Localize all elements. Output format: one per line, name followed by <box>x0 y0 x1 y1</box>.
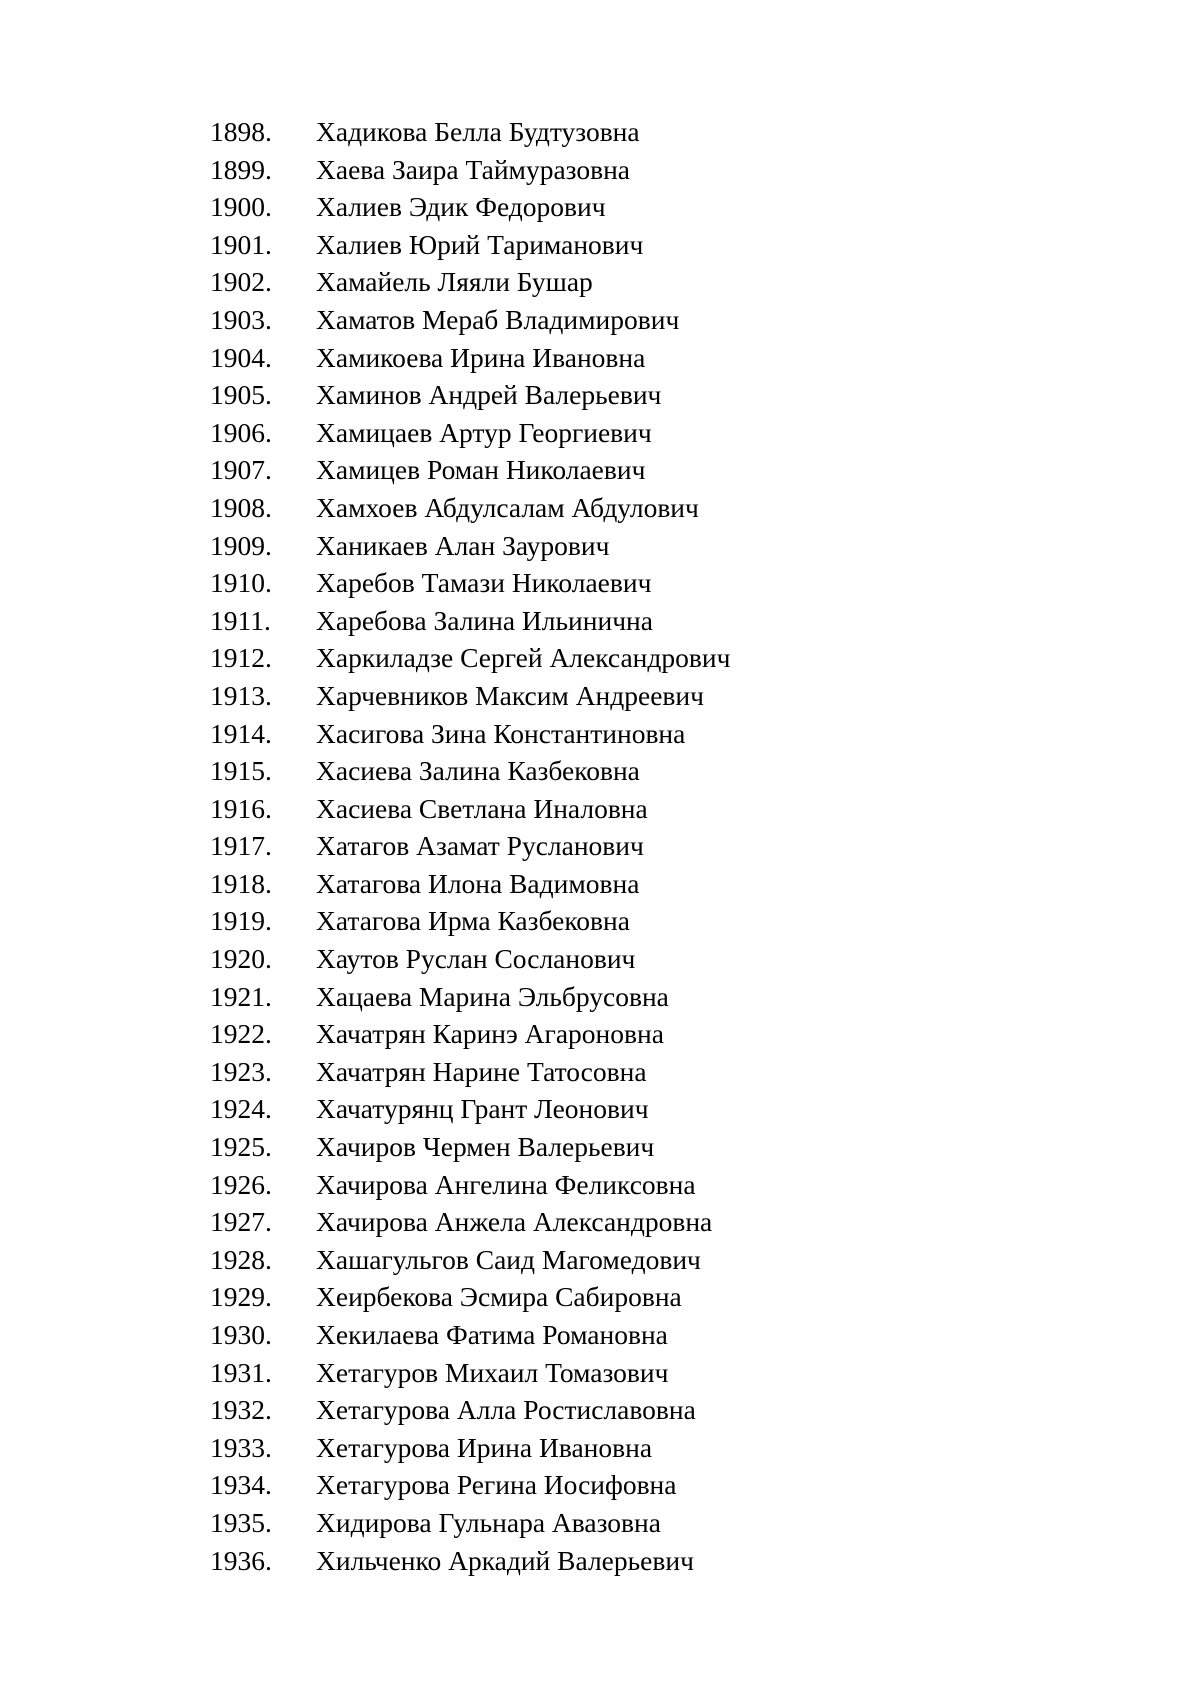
entry-number: 1914. <box>210 717 272 749</box>
list-item <box>0 1391 1200 1429</box>
list-item <box>0 151 1200 189</box>
entry-number: 1912. <box>210 642 272 674</box>
entry-name: Хатагов Азамат Русланович <box>316 830 644 862</box>
entry-name: Хидирова Гульнара Авазовна <box>316 1506 661 1538</box>
entry-name: Хаева Заира Таймуразовна <box>316 153 631 185</box>
numbered-name-list <box>0 113 1200 1579</box>
entry-number: 1924. <box>210 1093 272 1125</box>
list-item <box>0 902 1200 940</box>
entry-name: Ханикаев Алан Заурович <box>316 529 610 561</box>
entry-number: 1915. <box>210 755 272 787</box>
entry-name: Хильченко Аркадий Валерьевич <box>316 1544 694 1576</box>
entry-name: Хетагурова Алла Ростиславовна <box>316 1394 696 1426</box>
entry-number: 1910. <box>210 567 272 599</box>
list-item <box>0 790 1200 828</box>
entry-number: 1898. <box>210 116 272 147</box>
entry-number: 1918. <box>210 867 272 899</box>
list-item <box>0 940 1200 978</box>
list-item <box>0 1316 1200 1354</box>
list-item <box>0 1542 1200 1580</box>
entry-number: 1919. <box>210 905 272 937</box>
entry-name: Хацаева Марина Эльбрусовна <box>316 980 669 1012</box>
entry-number: 1925. <box>210 1131 272 1163</box>
entry-number: 1908. <box>210 491 272 523</box>
entry-name: Хасиева Залина Казбековна <box>316 755 640 787</box>
entry-number: 1928. <box>210 1243 272 1275</box>
entry-name: Халиев Юрий Тариманович <box>316 228 644 260</box>
entry-name: Халиев Эдик Федорович <box>316 191 606 223</box>
list-item <box>0 1203 1200 1241</box>
entry-name: Хачиров Чермен Валерьевич <box>316 1131 655 1163</box>
entry-name: Хачатрян Нарине Татосовна <box>316 1055 647 1087</box>
entry-name: Хамицаев Артур Георгиевич <box>316 416 652 448</box>
list-item <box>0 1466 1200 1504</box>
list-item <box>0 1504 1200 1542</box>
entry-number: 1921. <box>210 980 272 1012</box>
entry-number: 1931. <box>210 1356 272 1388</box>
entry-number: 1933. <box>210 1431 272 1463</box>
entry-name: Хетагуров Михаил Томазович <box>316 1356 669 1388</box>
entry-number: 1911. <box>210 604 271 636</box>
entry-number: 1907. <box>210 454 272 486</box>
entry-number: 1903. <box>210 303 272 335</box>
list-item <box>0 113 1200 151</box>
list-item <box>0 527 1200 565</box>
entry-name: Хатагова Илона Вадимовна <box>316 867 640 899</box>
entry-number: 1923. <box>210 1055 272 1087</box>
entry-number: 1934. <box>210 1469 272 1501</box>
entry-name: Харебов Тамази Николаевич <box>316 567 652 599</box>
entry-name: Хадикова Белла Будтузовна <box>316 116 640 147</box>
entry-name: Хачатурянц Грант Леонович <box>316 1093 649 1125</box>
list-item <box>0 602 1200 640</box>
list-item <box>0 1166 1200 1204</box>
entry-name: Хаминов Андрей Валерьевич <box>316 379 662 411</box>
entry-name: Хамицев Роман Николаевич <box>316 454 646 486</box>
entry-number: 1901. <box>210 228 272 260</box>
entry-name: Хеирбекова Эсмира Сабировна <box>316 1281 682 1313</box>
list-item <box>0 301 1200 339</box>
entry-name: Хекилаева Фатима Романовна <box>316 1319 668 1350</box>
list-item <box>0 978 1200 1016</box>
list-item <box>0 1090 1200 1128</box>
entry-number: 1900. <box>210 191 272 223</box>
list-item <box>0 226 1200 264</box>
list-item <box>0 1429 1200 1467</box>
entry-number: 1906. <box>210 416 272 448</box>
list-item <box>0 263 1200 301</box>
entry-number: 1926. <box>210 1168 272 1200</box>
list-item <box>0 1241 1200 1279</box>
entry-name: Харкиладзе Сергей Александрович <box>316 642 731 674</box>
entry-name: Хачирова Анжела Александровна <box>316 1206 713 1238</box>
list-item <box>0 451 1200 489</box>
entry-name: Хамикоева Ирина Ивановна <box>316 341 646 373</box>
entry-name: Хетагурова Регина Иосифовна <box>316 1469 677 1501</box>
entry-name: Харебова Залина Ильинична <box>316 604 653 636</box>
list-item <box>0 715 1200 753</box>
entry-number: 1927. <box>210 1206 272 1238</box>
list-item <box>0 1015 1200 1053</box>
list-item <box>0 752 1200 790</box>
entry-number: 1902. <box>210 266 272 298</box>
entry-name: Хамайель Ляяли Бушар <box>316 266 593 298</box>
list-item <box>0 414 1200 452</box>
entry-number: 1929. <box>210 1281 272 1313</box>
list-item <box>0 339 1200 377</box>
entry-name: Хасигова Зина Константиновна <box>316 717 686 749</box>
list-item <box>0 1278 1200 1316</box>
entry-number: 1899. <box>210 153 272 185</box>
list-item <box>0 489 1200 527</box>
entry-name: Хамхоев Абдулсалам Абдулович <box>316 491 699 523</box>
list-item <box>0 376 1200 414</box>
entry-number: 1916. <box>210 792 272 824</box>
list-item <box>0 865 1200 903</box>
entry-name: Хатагова Ирма Казбековна <box>316 905 630 937</box>
list-item <box>0 564 1200 602</box>
entry-name: Хаутов Руслан Сосланович <box>316 943 636 975</box>
list-item <box>0 1053 1200 1091</box>
entry-number: 1904. <box>210 341 272 373</box>
entry-name: Хасиева Светлана Иналовна <box>316 792 648 824</box>
list-item <box>0 1128 1200 1166</box>
entry-name: Харчевников Максим Андреевич <box>316 679 704 711</box>
entry-number: 1905. <box>210 379 272 411</box>
list-item <box>0 188 1200 226</box>
entry-name: Хаматов Мераб Владимирович <box>316 303 680 335</box>
entry-number: 1935. <box>210 1506 272 1538</box>
entry-number: 1917. <box>210 830 272 862</box>
entry-number: 1920. <box>210 943 272 975</box>
entry-number: 1936. <box>210 1544 272 1576</box>
list-item <box>0 677 1200 715</box>
entry-number: 1909. <box>210 529 272 561</box>
entry-name: Хетагурова Ирина Ивановна <box>316 1431 653 1463</box>
list-item <box>0 639 1200 677</box>
list-item <box>0 1354 1200 1392</box>
entry-number: 1932. <box>210 1394 272 1426</box>
entry-name: Хачирова Ангелина Феликсовна <box>316 1168 696 1200</box>
entry-number: 1913. <box>210 679 272 711</box>
entry-number: 1930. <box>210 1319 272 1350</box>
entry-name: Хачатрян Каринэ Агароновна <box>316 1018 664 1050</box>
list-item <box>0 827 1200 865</box>
entry-number: 1922. <box>210 1018 272 1050</box>
entry-name: Хашагульгов Саид Магомедович <box>316 1243 701 1275</box>
